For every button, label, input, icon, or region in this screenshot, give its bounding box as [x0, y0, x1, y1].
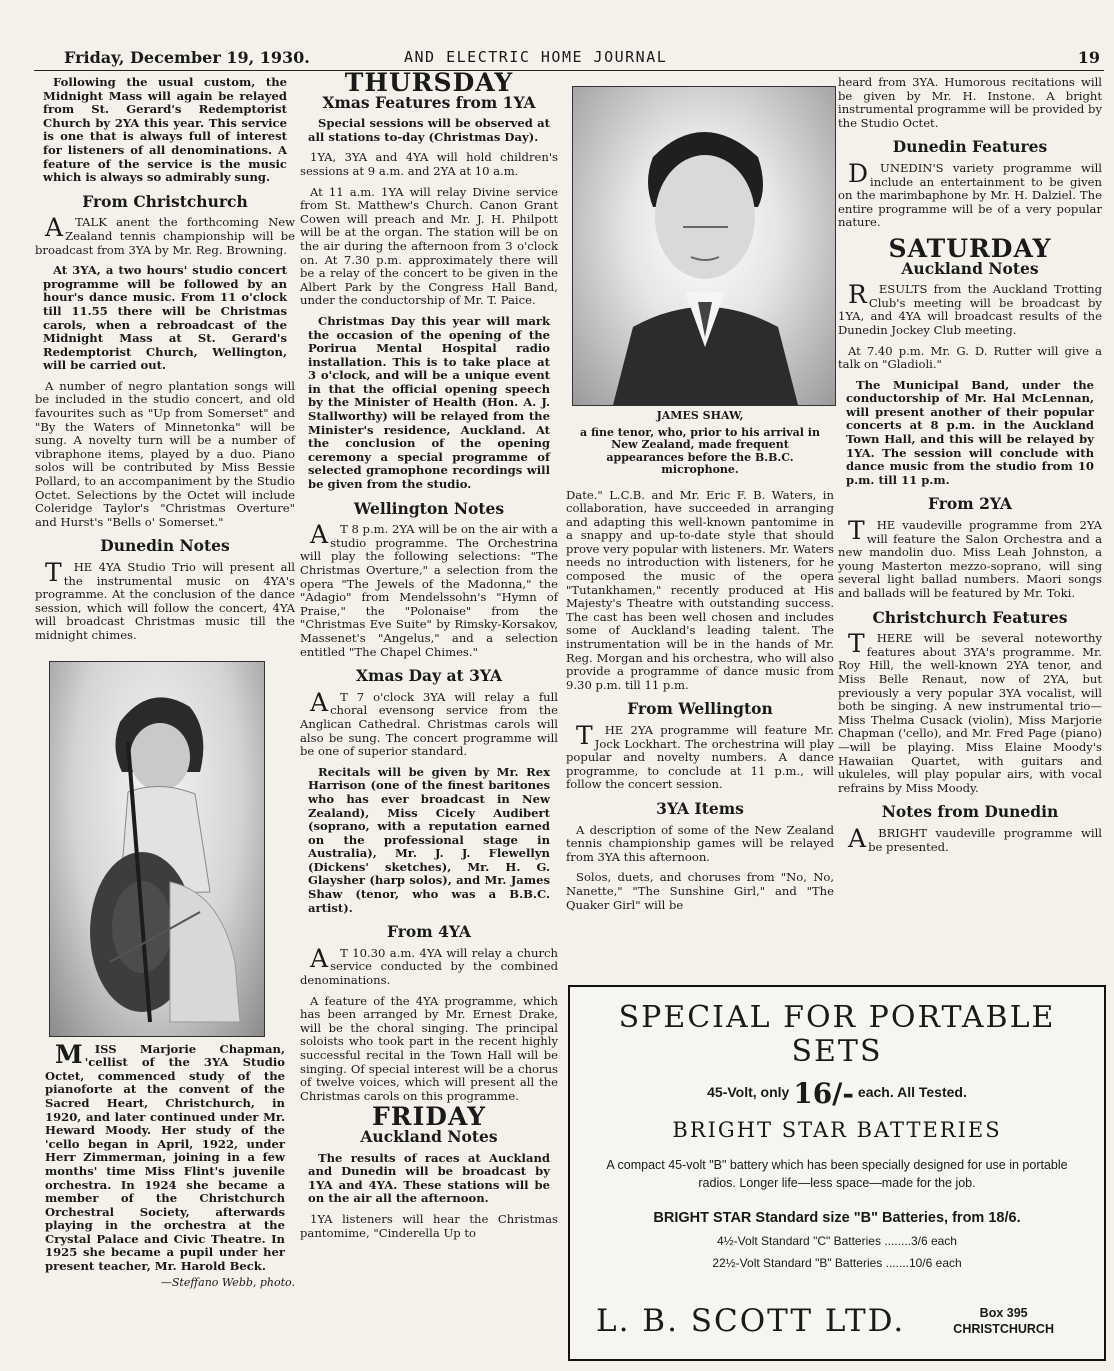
from-wellington-paragraph: THE 2YA programme will feature Mr. Jock Lockhart. The orchestrina will play popular and novelty numbers. A dance programme, to conclude at 11 p.m., will follow the concert session.: [566, 721, 834, 792]
municipal-band-note: The Municipal Band, under the conductorship of Mr. Hal McLennan, will present another of their popular concerts at 8 p.m. in the Auckland Town Hall, and this will be relayed by 1YA. The session will conclude with dance music from the studio from 10 p.m. till 11 p.m.: [846, 377, 1094, 487]
notes-from-dunedin-heading: Notes from Dunedin: [881, 802, 1059, 822]
from-2ya-paragraph: THE vaudeville programme from 2YA will feature the Salon Orchestra and a new mandolin duo. Miss Leah Johnston, a young Masterton mezzo-soprano, will sing several light ballad numbers. Maori songs and ballads will be featured by Mr. Toki.: [838, 516, 1102, 600]
dunedin-notes-heading: Dunedin Notes: [100, 536, 230, 556]
column-3: [566, 76, 834, 919]
3ya-items-p2: Solos, duets, and choruses from "No, No, Nanette," "The Sunshine Girl," and "The Quaker Girl" will be: [566, 870, 834, 912]
from-wellington-heading: From Wellington: [627, 699, 773, 719]
porirua-note: Christmas Day this year will mark the occasion of the opening of the Porirua Mental Hospital radio installation. This is to take place at 3 o'clock, and will be a unique event in that the official opening speech by the Minister of Health (Hon. A. J. Stallworthy) will be relayed from the Minister's residence, Auckland. At the conclusion of the opening ceremony a special programme of selected gramophone recordings will be given from the studio.: [308, 313, 550, 492]
christchurch-features-heading: Christchurch Features: [872, 607, 1068, 627]
dunedin-notes-paragraph: THE 4YA Studio Trio will present all the instrumental music on 4YA's programme. At the conclusion of the dance session, which will follow the concert, 4YA will broadcast Christmas music till the midnight chimes.: [35, 558, 295, 642]
shaw-name: JAMES SHAW,: [656, 409, 744, 422]
notes-from-dunedin-paragraph: ABRIGHT vaudeville programme will be presented.: [848, 823, 1102, 854]
ad-footer: [590, 1299, 1084, 1345]
ad-volt-pre: 45-Volt, only: [707, 1084, 790, 1101]
saturday-heading: SATURDAY: [888, 233, 1052, 263]
header-journal-title: AND ELECTRIC HOME JOURNAL: [404, 48, 668, 66]
saturday-auckland-p2: At 7.40 p.m. Mr. G. D. Rutter will give a talk on "Gladioli.": [838, 343, 1102, 372]
3ya-items-heading: 3YA Items: [656, 798, 744, 818]
header-page-number: 19: [1077, 48, 1100, 67]
ad-city: CHRISTCHURCH: [953, 1322, 1054, 1336]
shaw-caption: [578, 410, 822, 477]
from-4ya-p1: AT 10.30 a.m. 4YA will relay a church service conducted by the combined denominations.: [300, 943, 558, 988]
battery-advertisement: [568, 985, 1106, 1361]
ad-address: [953, 1305, 1054, 1337]
ad-brand: BRIGHT STAR BATTERIES: [672, 1118, 1002, 1142]
column-4: [838, 76, 1102, 861]
page-header: [34, 44, 1104, 71]
ad-price-row-c: 4½-Volt Standard "C" Batteries ........3/6 each: [717, 1234, 957, 1248]
wellington-notes-paragraph: AT 8 p.m. 2YA will be on the air with a studio programme. The Orchestrina will play the following selections: "The Christmas Overture," a selection from the opera "The Jewels of the Madonna," the "Adagio" from Mendelssohn's "Hymn of Praise," the "Polonaise" from the "Christmas Eve Suite" by Rimsky-Korsakov, Massenet's "Angelus," and a selection entitled "The Chapel Chimes.": [300, 520, 558, 659]
friday-auckland-heading: Auckland Notes: [360, 1126, 498, 1146]
xmas-features-p1: 1YA, 3YA and 4YA will hold children's sessions at 9 a.m. and 2YA at 10 a.m.: [300, 150, 558, 178]
recitals-note: Recitals will be given by Mr. Rex Harrison (one of the finest baritones who has ever broadcast in New Zealand), Miss Cicely Audibert (soprano, with a reputation earned on the professional stage in Australia), Mr. J. J. Flewellyn (Dickens' sketches), Mr. H. G. Glaysher (harp solos), and Mr. James Shaw (tenor, who was a B.B.C. artist).: [308, 764, 550, 915]
xmas-day-3ya-heading: Xmas Day at 3YA: [356, 666, 502, 686]
chapman-caption: MISS Marjorie Chapman, 'cellist of the 3YA Studio Octet, commenced study of the pianoforte at the convent of the Sacred Heart, Christchurch, in 1920, and later continued under Mr. Heward Moody. Her study of the 'cello began in April, 1922, under Herr Zimmerman, joining in a few months' time Miss Flint's juvenile orchestra. In 1924 she became a member of the Christchurch Orchestral Society, afterwards playing in the orchestra at the Crystal Palace and Civic Theatre. In 1925 she became a pupil under her present teacher, Mr. Harold Beck.: [45, 1039, 285, 1274]
ad-price-row-b: 22½-Volt Standard "B" Batteries .......10/6 each: [712, 1256, 962, 1270]
col4-continued-paragraph: heard from 3YA. Humorous recitations will be given by Mr. H. Instone. A bright instrumental programme will be provided by the Studio Octet.: [838, 75, 1102, 130]
from-4ya-p2: A feature of the 4YA programme, which has been arranged by Mr. Ernest Drake, will be the choral singing. The principal soloists who took part in the recent highly successful recital in the Town Hall will be singing. Of special interest will be a chorus of twelve voices, which will present all the Christmas carols on this programme.: [300, 993, 558, 1103]
xmas-features-p2: At 11 a.m. 1YA will relay Divine service from St. Matthew's Church. Canon Grant Cowen will preach and Mr. J. H. Philpott will be at the organ. The station will be on the air during the afternoon from 3 o'clock on. At 7.30 p.m. approximately there will be a relay of the concert to be given in the Albert Park by the Congress Hall Band, under the conductorship of Mr. T. Paice.: [300, 184, 558, 308]
friday-heading: FRIDAY: [372, 1102, 486, 1132]
james-shaw-photo: [572, 86, 836, 406]
friday-auckland-bold: The results of races at Auckland and Dunedin will be broadcast by 1YA and 4YA. These stations will be on the air all the afternoon.: [308, 1150, 550, 1206]
christchurch-paragraph-1: ATALK anent the forthcoming New Zealand tennis championship will be broadcast from 3YA by Mr. Reg. Browning.: [35, 213, 295, 257]
ad-box: Box 395: [979, 1306, 1028, 1320]
xmas-day-3ya-paragraph: AT 7 o'clock 3YA will relay a full choral evensong service from the Anglican Cathedral. Christmas carols will also be sung. The concert programme will be one of superior standard.: [300, 687, 558, 759]
ad-description: A compact 45-volt "B" battery which has been specially designed for use in portable radios. Longer life—less space—made for the job.: [606, 1158, 1068, 1190]
ad-standard-line: BRIGHT STAR Standard size "B" Batteries, from 18/6.: [653, 1210, 1021, 1226]
marjorie-chapman-photo: [49, 661, 265, 1037]
saturday-auckland-p1: RESULTS from the Auckland Trotting Club's meeting will be broadcast by 1YA, and 4YA will broadcast results of the Dunedin Jockey Club meeting.: [838, 280, 1102, 337]
header-date: Friday, December 19, 1930.: [64, 48, 310, 67]
midnight-mass-note: Following the usual custom, the Midnight Mass will again be relayed from St. Gerard's Redemptorist Church by 2YA this year. This service is one that is always full of interest for listeners of all denominations. A feature of the service is the music which is always so admirably sung.: [43, 75, 287, 185]
thursday-heading: THURSDAY: [344, 68, 514, 97]
ad-company-name: L. B. SCOTT LTD.: [596, 1303, 906, 1339]
christchurch-features-paragraph: THERE will be several noteworthy features about 3YA's programme. Mr. Roy Hill, the well-known 2YA tenor, and Miss Belle Renaut, now of 2YA, but previously a very popular 3YA vocalist, will both be singing. A new instrumental trio—Miss Thelma Cusack (violin), Miss Marjorie Chapman ('cello), and Mr. Fred Page (piano)—will be playing. Miss Elaine Moody's Hawaiian Quartet, with guitars and ukuleles, will play popular airs, with vocal refrains by Miss Moody.: [838, 629, 1102, 795]
friday-auckland-paragraph: 1YA listeners will hear the Christmas pantomime, "Cinderella Up to: [300, 1211, 558, 1240]
christchurch-heading: From Christchurch: [82, 191, 248, 211]
dunedin-features-paragraph: DUNEDIN'S variety programme will include an entertainment to be given on the marimbaphone by Mr. H. Dalziel. The entire programme will be of a very popular nature.: [838, 158, 1102, 230]
pantomime-paragraph: Date." L.C.B. and Mr. Eric F. B. Waters, in collaboration, have succeeded in arranging and adapting this well-known pantomime in a snappy and up-to-date style that should prove very popular with listeners. Mr. Waters needs no introduction with listeners, for he composed the music of the opera "Tutankhamen," recently produced at His Majesty's Theatre with outstanding success. The cast has been well chosen and includes some of Auckland's leading talent. The instrumentation will be in the hands of Mr. Reg. Morgan and his orchestra, who will also provide a programme of dance music from 9.30 p.m. till 11 p.m.: [566, 487, 834, 692]
shaw-caption-text: a fine tenor, who, prior to his arrival in New Zealand, made frequent appearances before the B.B.C. microphone.: [580, 425, 820, 476]
from-4ya-heading: From 4YA: [387, 922, 471, 942]
christchurch-paragraph-2: A number of negro plantation songs will be included in the studio concert, and old favourites such as "Up from Somerset" and "By the Waters of Minnetonka" will be sung. A novelty turn will be a number of vibraphone items, played by a duo. Piano solos will be contributed by Miss Bessie Pollard, to an accompaniment by the Studio Octet. Selections by the Octet will include Coleridge Taylor's "Christmas Overture" and Hurst's "Bells o' Somerset.": [35, 378, 295, 529]
christchurch-bold-note: At 3YA, a two hours' studio concert programme will be followed by an hour's dance music. From 11 o'clock till 11.55 there will be Christmas carols, when a rebroadcast of the Midnight Mass at St. Gerard's Redemptorist Church, Wellington, will be carried out.: [43, 263, 287, 373]
portrait-figure-icon: [573, 87, 835, 405]
dunedin-features-heading: Dunedin Features: [892, 137, 1048, 157]
ad-headline: SPECIAL FOR PORTABLE SETS: [618, 1000, 1056, 1069]
photo-credit: —Steffano Webb, photo.: [160, 1275, 295, 1289]
xmas-features-heading: Xmas Features from 1YA: [322, 92, 536, 112]
ad-price-line: [570, 1077, 1104, 1110]
cellist-figure-icon: [50, 662, 264, 1036]
saturday-auckland-heading: Auckland Notes: [901, 258, 1039, 278]
3ya-items-p1: A description of some of the New Zealand tennis championship games will be relayed from 3YA this afternoon.: [566, 822, 834, 864]
column-1: [35, 76, 295, 1289]
wellington-notes-heading: Wellington Notes: [353, 498, 505, 518]
from-2ya-heading: From 2YA: [928, 494, 1012, 514]
column-2: [300, 68, 558, 1247]
ad-price: 16/-: [793, 1077, 855, 1110]
xmas-features-bold: Special sessions will be observed at all stations to-day (Christmas Day).: [308, 116, 550, 144]
ad-volt-post: each. All Tested.: [857, 1084, 967, 1101]
